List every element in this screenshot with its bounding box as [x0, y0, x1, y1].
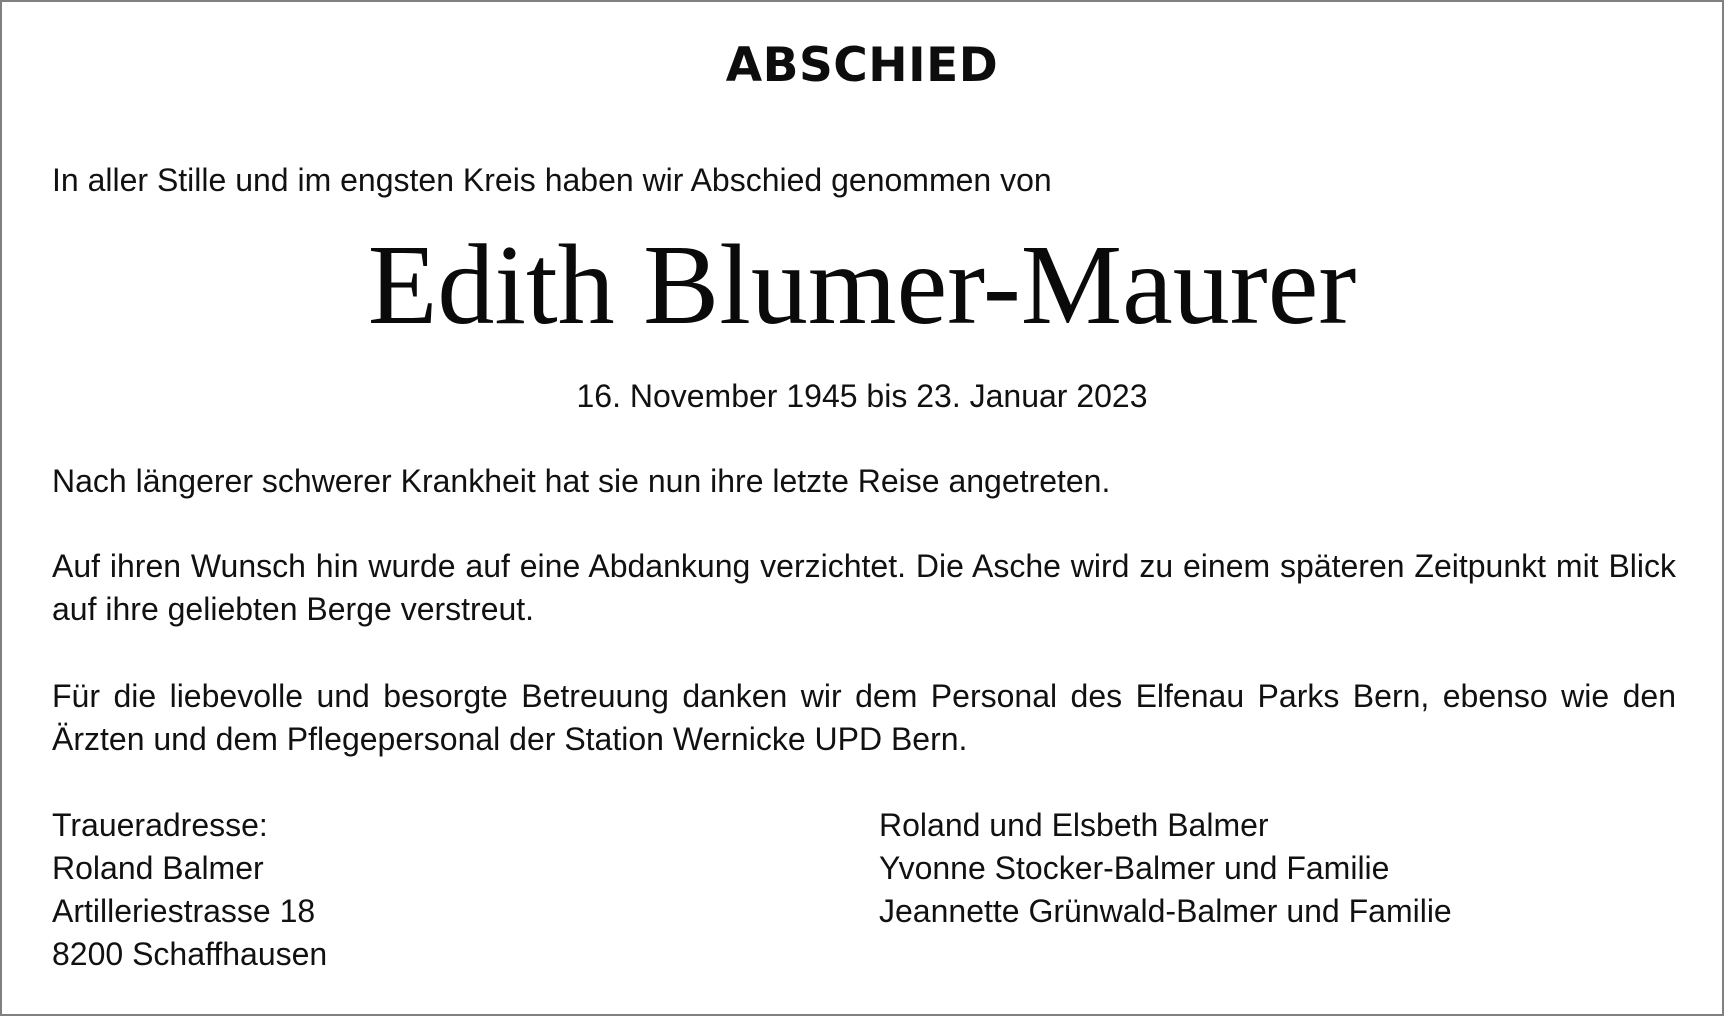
intro-text: In aller Stille und im engsten Kreis haben wir Abschied genommen von	[52, 162, 1052, 198]
mourning-address	[52, 804, 327, 976]
address-name: Roland Balmer	[52, 850, 264, 886]
paragraph-thanks: Für die liebevolle und besorgte Betreuung danken wir dem Personal des Elfenau Parks Bern, ebenso wie den Ärzten und dem Pflegepersonal der Station Wernicke UPD Bern.	[52, 678, 1676, 757]
deceased-name: Edith Blumer-Maurer	[367, 221, 1357, 348]
mourner-item: Jeannette Grünwald-Balmer und Familie	[879, 893, 1452, 929]
life-dates: 16. November 1945 bis 23. Januar 2023	[576, 378, 1148, 414]
paragraph-illness: Nach längerer schwerer Krankheit hat sie nun ihre letzte Reise angetreten.	[52, 463, 1111, 499]
address-label: Traueradresse:	[52, 807, 268, 843]
mourner-item: Yvonne Stocker-Balmer und Familie	[879, 850, 1390, 886]
notice-heading: ABSCHIED	[725, 38, 999, 93]
address-street: Artilleriestrasse 18	[52, 893, 316, 929]
mourners-list	[879, 804, 1452, 933]
mourner-item: Roland und Elsbeth Balmer	[879, 807, 1269, 843]
paragraph-wish: Auf ihren Wunsch hin wurde auf eine Abdankung verzichtet. Die Asche wird zu einem späteren Zeitpunkt mit Blick auf ihre geliebten Berge verstreut.	[52, 548, 1676, 627]
address-city: 8200 Schaffhausen	[52, 936, 328, 972]
